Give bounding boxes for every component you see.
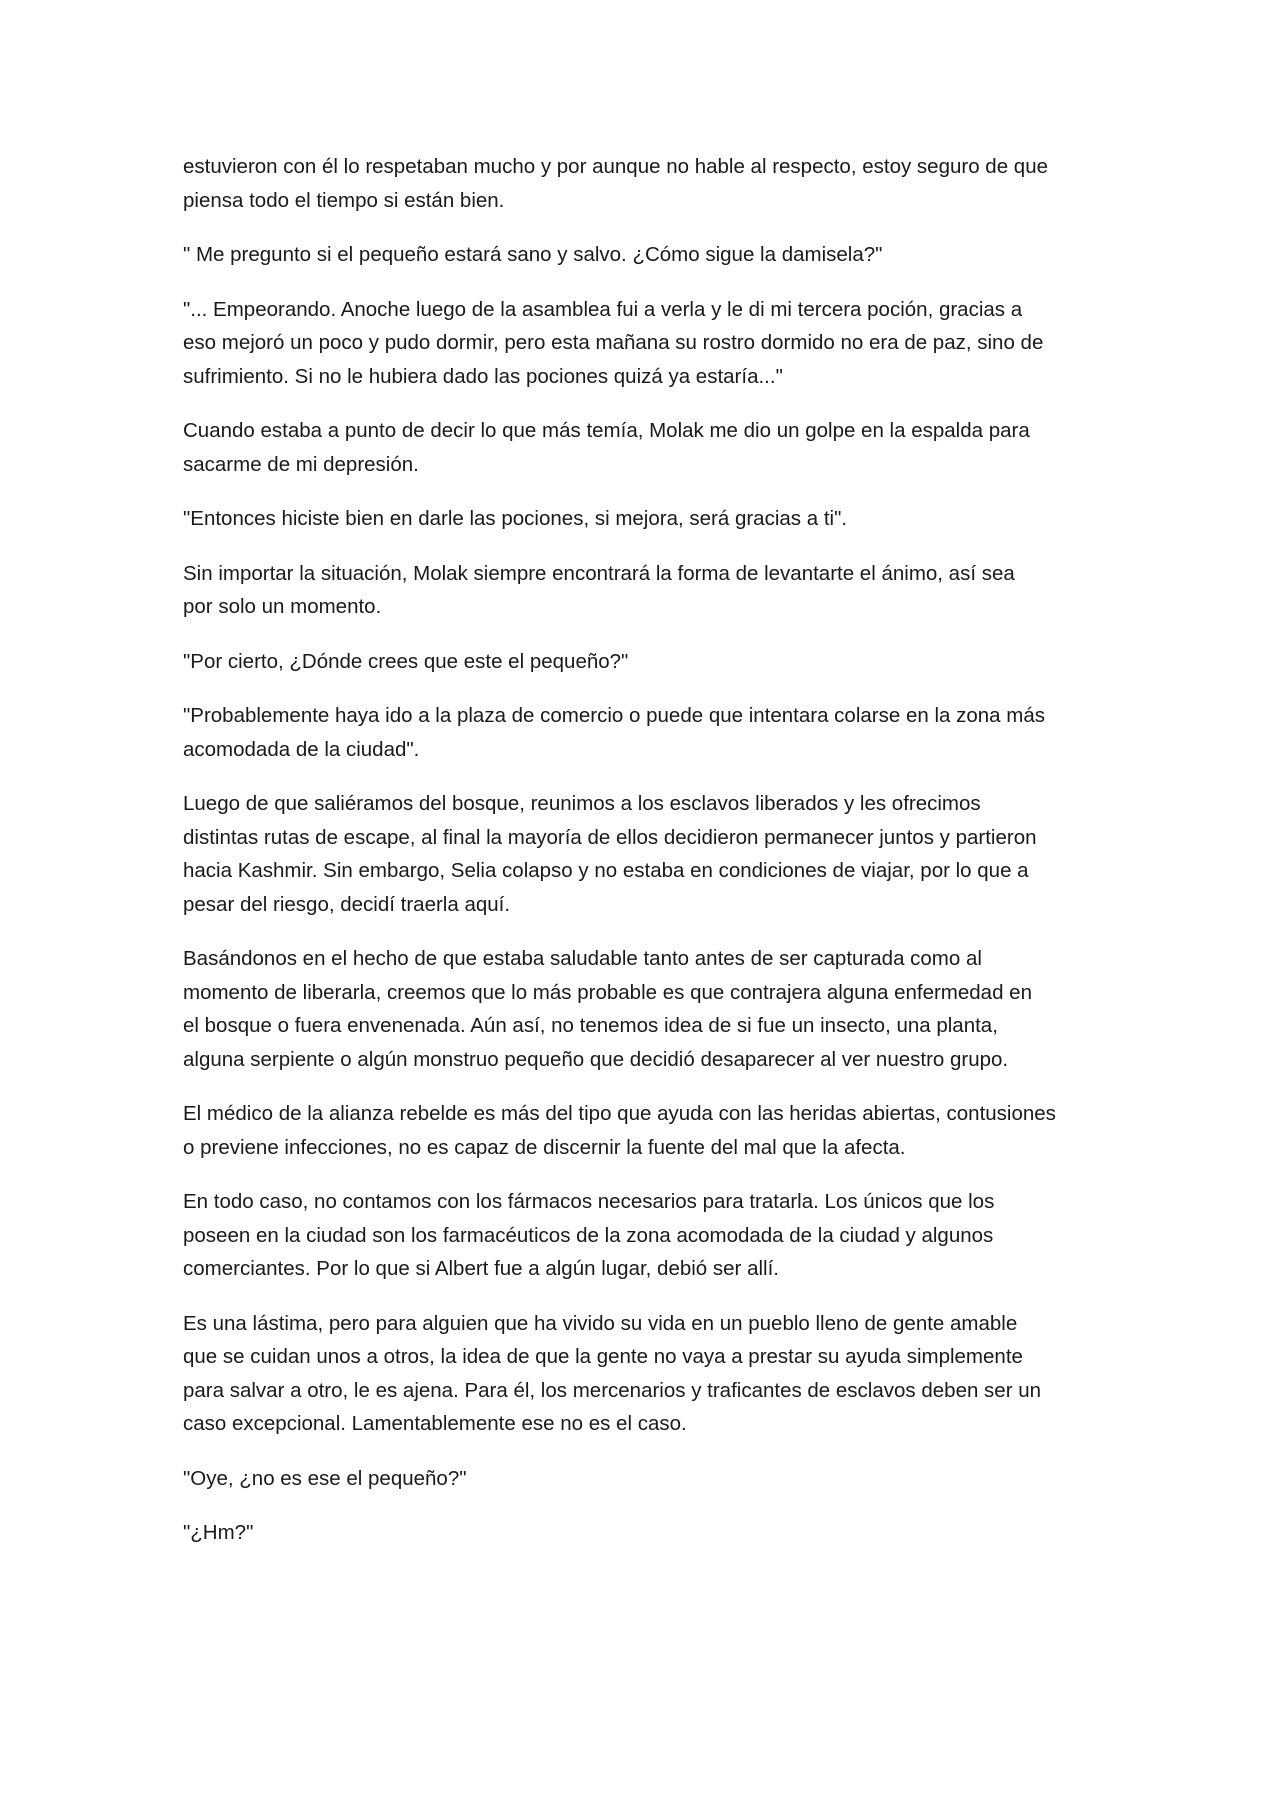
paragraph: "Oye, ¿no es ese el pequeño?" [183,1466,467,1490]
paragraph: "Por cierto, ¿Dónde crees que este el pequeño?" [183,649,629,673]
paragraph: Cuando estaba a punto de decir lo que más temía, Molak me dio un golpe en la espalda para sacarme de mi depresión. [183,419,1030,476]
paragraph: "... Empeorando. Anoche luego de la asamblea fui a verla y le di mi tercera poción, gracias a eso mejoró un poco y pudo dormir, pero esta mañana su rostro dormido no era de paz, sino de sufrimiento. Si no le hubiera dado las pociones quizá ya estaría..." [183,297,1044,388]
document-body [183,150,1103,1571]
paragraph: "Probablemente haya ido a la plaza de comercio o puede que intentara colarse en la zona más acomodada de la ciudad". [183,704,1045,761]
paragraph: Es una lástima, pero para alguien que ha vivido su vida en un pueblo lleno de gente amable que se cuidan unos a otros, la idea de que la gente no vaya a prestar su ayuda simplemente para salvar a otro, le es ajena. Para él, los mercenarios y traficantes de esclavos deben ser un caso excepcional. Lamentablemente ese no es el caso. [183,1311,1042,1435]
paragraph: Sin importar la situación, Molak siempre encontrará la forma de levantarte el ánimo, así sea por solo un momento. [183,561,1015,618]
paragraph: " Me pregunto si el pequeño estará sano y salvo. ¿Cómo sigue la damisela?" [183,243,883,266]
paragraph: "Entonces hiciste bien en darle las pociones, si mejora, será gracias a ti". [183,507,848,530]
paragraph: Luego de que saliéramos del bosque, reunimos a los esclavos liberados y les ofrecimos distintas rutas de escape, al final la mayoría de ellos decidieron permanecer juntos y partieron hacia Kashmir. Sin embargo, Selia colapso y no estaba en condiciones de viajar, por lo que a pesar del riesgo, decidí traerla aquí. [183,792,1037,916]
paragraph: Basándonos en el hecho de que estaba saludable tanto antes de ser capturada como al momento de liberarla, creemos que lo más probable es que contrajera alguna enfermedad en el bosque o fuera envenenada. Aún así, no tenemos idea de si fue un insecto, una planta, alguna serpiente o algún monstruo pequeño que decidió desaparecer al ver nuestro grupo. [183,947,1032,1071]
paragraph: "¿Hm?" [183,1521,254,1544]
paragraph: El médico de la alianza rebelde es más del tipo que ayuda con las heridas abiertas, contusiones o previene infecciones, no es capaz de discernir la fuente del mal que la afecta. [183,1102,1056,1159]
paragraph: En todo caso, no contamos con los fármacos necesarios para tratarla. Los únicos que los poseen en la ciudad son los farmacéuticos de la zona acomodada de la ciudad y algunos comerciantes. Por lo que si Albert fue a algún lugar, debió ser allí. [183,1190,995,1280]
paragraph: estuvieron con él lo respetaban mucho y por aunque no hable al respecto, estoy seguro de que piensa todo el tiempo si están bien. [183,155,1048,212]
